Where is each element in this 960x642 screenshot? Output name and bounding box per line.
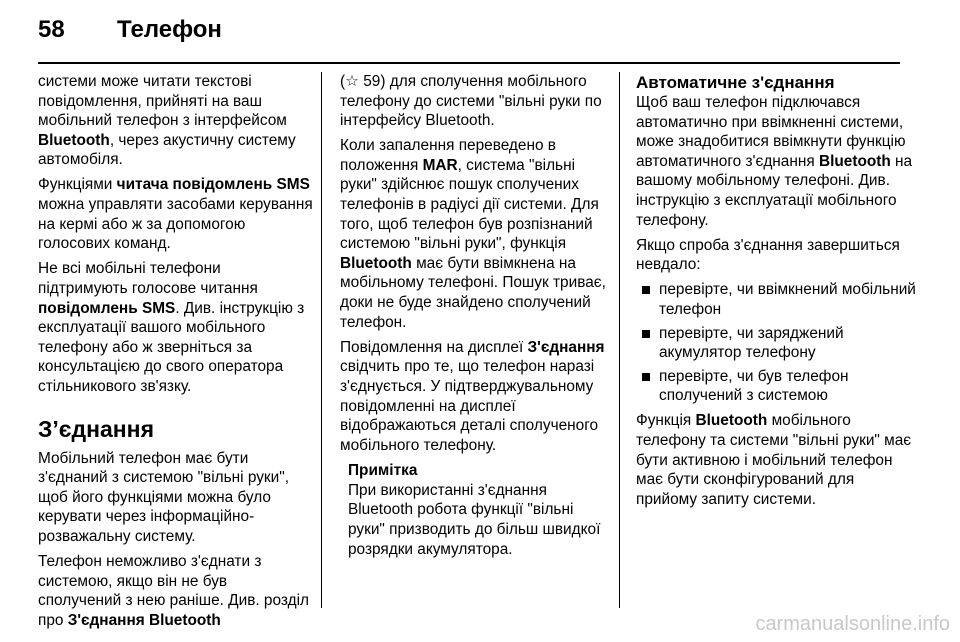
list-item [636,324,916,363]
bold-term: Bluetooth [38,131,110,149]
text: Коли запалення переведено в положення [340,137,556,174]
paragraph: Якщо спроба з'єднання завершиться невдало: [636,236,900,274]
section-heading: З’єднання [38,415,154,442]
column-divider [321,72,322,608]
paragraph: Мобільний телефон має бути з'єднаний з системою "вільні руки", щоб його функціями можна було керувати через інформаційно-розважальну систему. [38,449,289,545]
paragraph [340,72,608,131]
note-box [348,461,608,559]
text: . Див. інструкцію з експлуатації вашого мобільного телефону або ж зверніться за консультацією до свого оператора стільникового зв'язку. [38,299,305,395]
text: Повідомлення на дисплеї [340,338,528,356]
text: Телефон неможливо з'єднати з системою, якщо він не був сполучений з нею раніше. Див. розділ про [38,552,309,629]
bold-term: MAR [422,156,458,174]
bullet-list [636,280,916,406]
paragraph [38,72,313,170]
text: системи може читати текстові повідомлення, прийняті на ваш мобільний телефон з інтерфейсом [38,73,287,130]
section-heading: Автоматичне з'єднання [636,73,835,92]
column-3 [636,72,916,515]
square-bullet-icon [642,373,650,381]
list-item [636,367,916,406]
note-text: При використанні з'єднання Bluetooth робота функції "вільні руки" призводить до більш швидкої розрядки акумулятора. [348,481,601,558]
note-title: Примітка [348,462,418,480]
text: на вашому мобільному телефоні. Див. інструкцію з експлуатації мобільного телефону. [636,152,913,229]
text: ( [340,73,346,90]
paragraph [340,136,608,332]
list-item-text: перевірте, чи був телефон сполучений з системою [659,367,849,405]
page-header [0,0,960,64]
text: можна управляти засобами керування на кермі або ж за допомогою голосових команд. [38,196,313,253]
column-divider [619,72,620,608]
square-bullet-icon [642,286,650,294]
text: мобільного телефону та системи "вільні руки" має бути активною і мобільний телефон має бути сконфігурований для прийому запиту системи. [636,412,912,508]
text: Функціями [38,176,117,194]
text: Функція [636,412,696,430]
paragraph [636,93,916,230]
bold-term: З'єднання [527,338,605,356]
paragraph [340,338,608,456]
text: 59) для сполучення мобільного телефону до системи "вільні руки по інтерфейсу Bluetooth. [340,73,602,130]
paragraph [636,411,916,509]
text: Не всі мобільні телефони підтримують голосове читання [38,260,258,297]
bold-term: читача повідомлень SMS [116,176,310,194]
list-item-text: перевірте, чи заряджений акумулятор телефону [659,324,844,362]
paragraph [38,175,313,253]
text: має бути ввімкнена на мобільному телефоні. Пошук триває, доки не буде знайдено сполучений телефон. [340,254,606,331]
bold-term: Bluetooth [695,412,768,430]
list-item-text: перевірте, чи ввімкнений мобільний телефон [659,281,916,318]
header-rule [38,62,900,64]
bold-term: Bluetooth [340,254,412,272]
bold-term: З'єднання Bluetooth [67,611,221,629]
page-reference-icon: ☆ [345,73,359,90]
text: , через акустичну систему автомобіля. [38,131,296,169]
text: свідчить про те, що телефон наразі з'єднується. У підтверджувальному повідомленні на дисплеї відображаються деталі сполученого мобільного телефону. [340,358,599,454]
watermark: carmanualsonline.info [755,613,950,635]
column-2 [340,72,608,559]
page-number: 58 [38,16,65,43]
bold-term: Bluetooth [818,152,891,170]
paragraph [38,259,313,396]
square-bullet-icon [642,330,650,338]
text: Щоб ваш телефон підключався автоматично при ввімкненні системи, може знадобитися ввімкнути функцію автоматичного з'єднання [636,94,906,170]
text: , система "вільні руки" здійснює пошук сполучених телефонів в радіусі дії системи. Для того, щоб телефон був розпізнаний системою "вільні руки", функція [340,156,599,253]
list-item [636,280,916,319]
column-1 [38,72,313,636]
page-title: Телефон [117,16,222,43]
bold-term: повідомлень SMS [38,299,176,317]
paragraph [38,552,313,630]
